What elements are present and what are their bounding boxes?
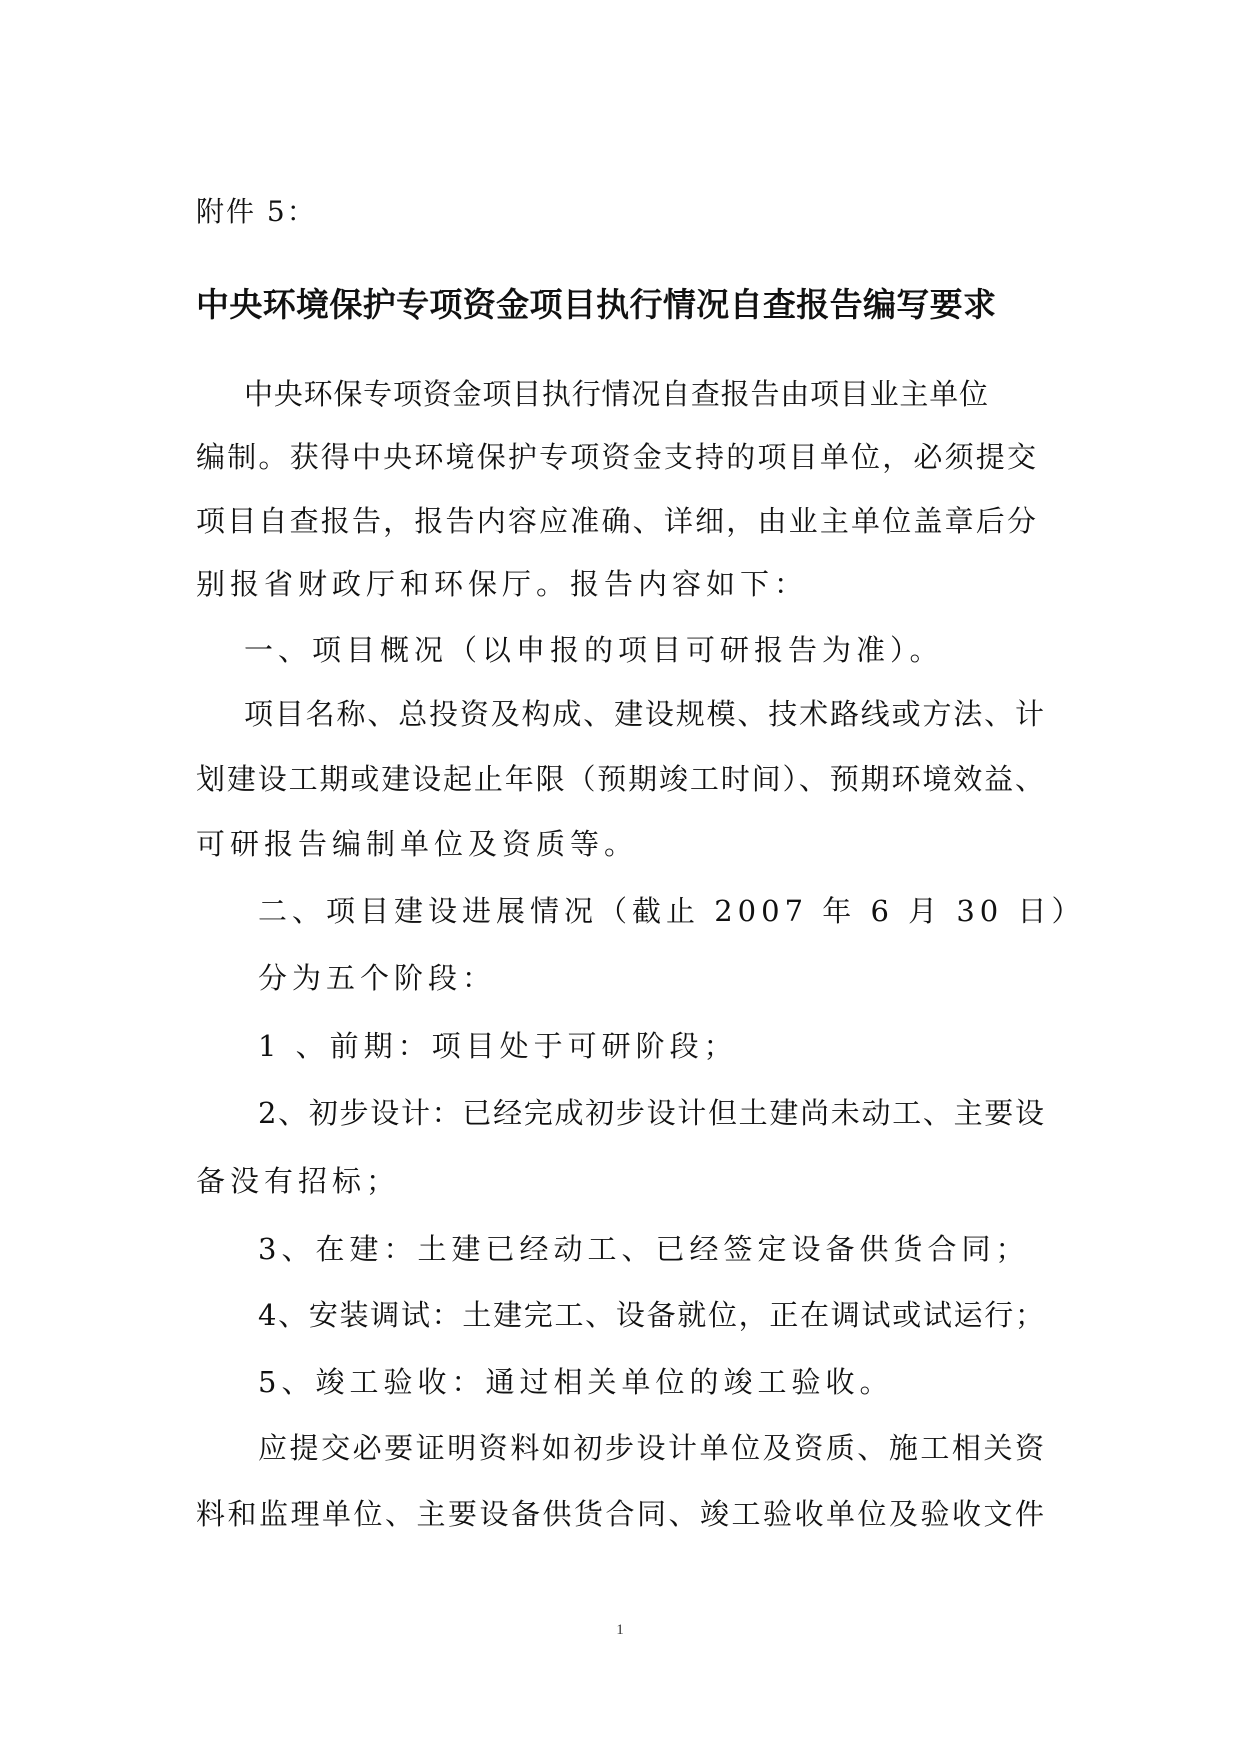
stage-item-2-cont: 备没有招标； — [196, 1164, 401, 1198]
body-line-17: 应提交必要证明资料如初步设计单位及资质、施工相关资 — [258, 1431, 1044, 1465]
body-line-4: 别报省财政厅和环保厅。报告内容如下： — [196, 567, 809, 601]
stage-item-1: 1 、前期：项目处于可研阶段； — [258, 1029, 738, 1063]
stage-item-2: 2、初步设计：已经完成初步设计但土建尚未动工、主要设 — [258, 1096, 1044, 1130]
body-line-1: 中央环保专项资金项目执行情况自查报告由项目业主单位 — [244, 377, 988, 411]
page-number: 1 — [616, 1622, 624, 1638]
section-heading-1: 一、项目概况（以申报的项目可研报告为准）。 — [244, 633, 944, 667]
body-line-7: 划建设工期或建设起止年限（预期竣工时间）、预期环境效益、 — [196, 762, 1044, 796]
stage-item-4: 4、安装调试：土建完工、设备就位，正在调试或试运行； — [258, 1298, 1044, 1332]
stage-item-5: 5、竣工验收：通过相关单位的竣工验收。 — [258, 1365, 894, 1399]
section-heading-2: 二、项目建设进展情况（截止 2007 年 6 月 30 日） — [258, 894, 1086, 928]
body-line-6: 项目名称、总投资及构成、建设规模、技术路线或方法、计 — [244, 697, 1044, 731]
body-line-10: 分为五个阶段： — [258, 961, 497, 995]
body-line-3: 项目自查报告，报告内容应准确、详细，由业主单位盖章后分 — [196, 504, 1036, 538]
document-title: 中央环境保护专项资金项目执行情况自查报告编写要求 — [196, 285, 996, 324]
body-line-18: 料和监理单位、主要设备供货合同、竣工验收单位及验收文件 — [196, 1497, 1044, 1531]
attachment-label: 附件 5： — [196, 195, 317, 228]
stage-item-3: 3、在建：土建已经动工、已经签定设备供货合同； — [258, 1232, 1030, 1266]
body-line-2: 编制。获得中央环境保护专项资金支持的项目单位，必须提交 — [196, 440, 1036, 474]
body-line-8: 可研报告编制单位及资质等。 — [196, 827, 639, 861]
